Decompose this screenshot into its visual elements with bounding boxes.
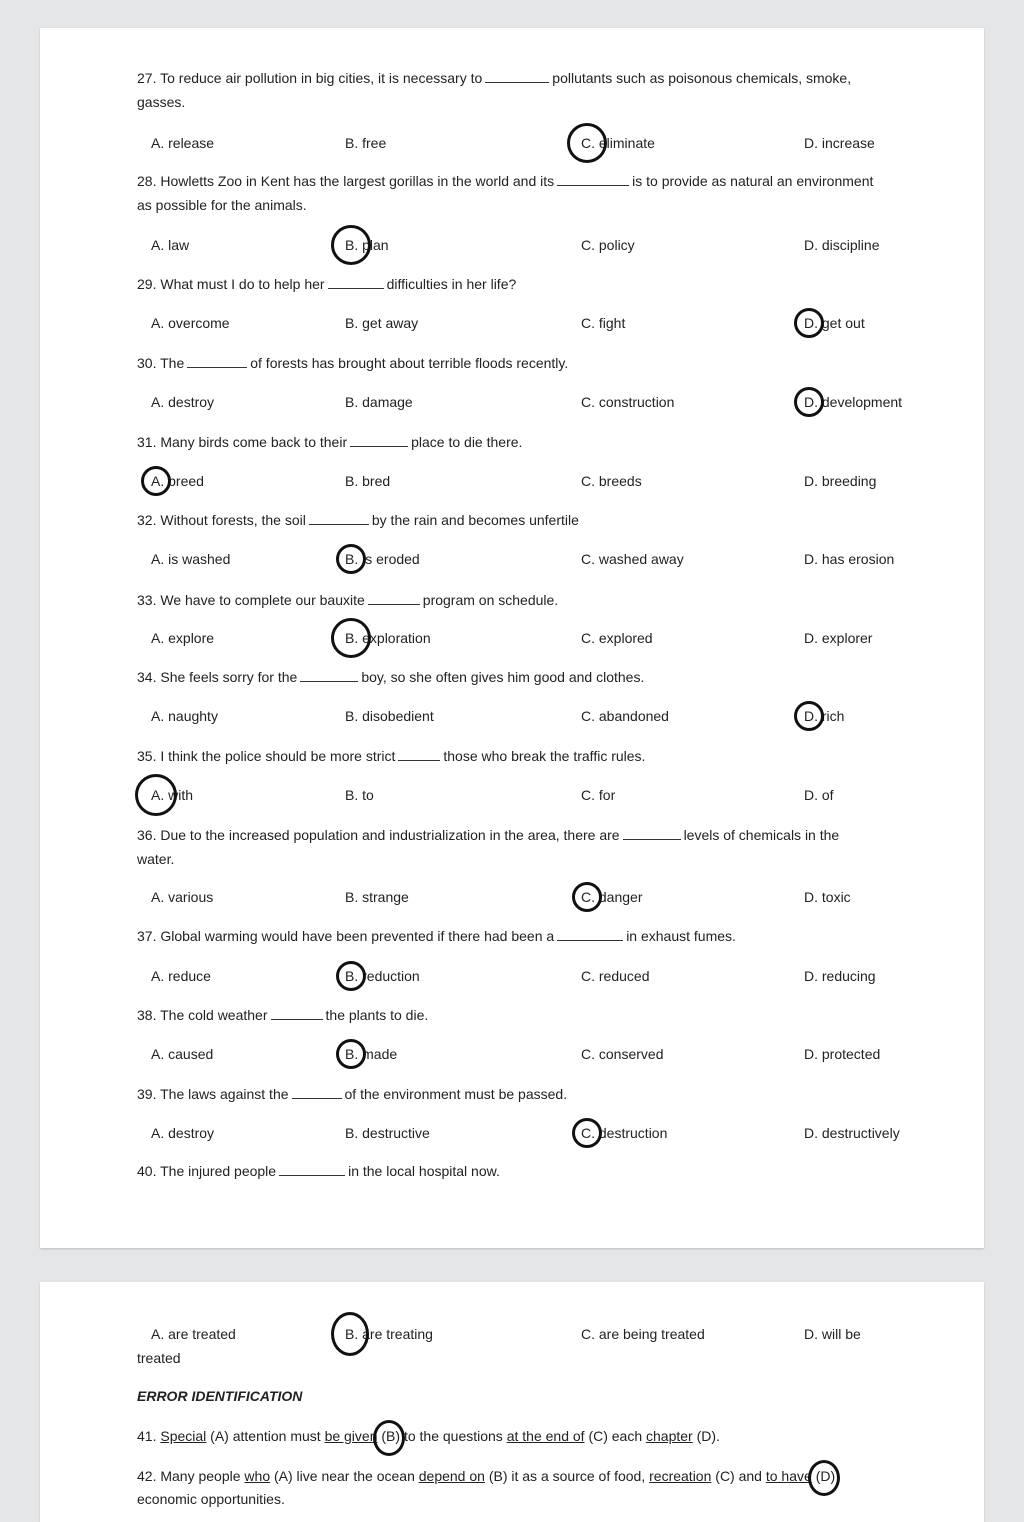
question-number: 30. — [137, 355, 161, 371]
option-c[interactable]: C. policy — [581, 237, 635, 253]
option-d[interactable]: D. protected — [804, 1046, 881, 1062]
option-d[interactable]: D. has erosion — [804, 551, 895, 567]
sentence-segment: (B) — [381, 1428, 400, 1444]
sentence-segment: to the questions — [403, 1428, 503, 1444]
option-b[interactable]: B. damage — [345, 394, 413, 410]
option-b[interactable]: B. disobedient — [345, 708, 434, 724]
option-d[interactable]: D. breeding — [804, 473, 877, 489]
question-stem-end: of the environment must be passed. — [344, 1086, 568, 1102]
question-number: 39. — [137, 1086, 161, 1102]
option-d[interactable]: D. discipline — [804, 237, 880, 253]
question-37 — [137, 924, 877, 948]
option-a[interactable]: A. reduce — [151, 968, 211, 984]
option-d[interactable]: D. will be — [804, 1326, 861, 1342]
sentence-segment: (C) and — [715, 1468, 762, 1484]
section-heading: ERROR IDENTIFICATION — [137, 1388, 303, 1404]
question-28 — [137, 169, 877, 217]
answer-circle-mark — [331, 618, 371, 658]
option-d[interactable]: D. get out — [804, 315, 865, 331]
underlined-segment: Special — [160, 1428, 207, 1444]
option-c[interactable]: C. fight — [581, 315, 626, 331]
answer-blank — [485, 68, 549, 83]
option-c[interactable]: C. abandoned — [581, 708, 669, 724]
underlined-segment: at the end of — [506, 1428, 585, 1444]
option-d[interactable]: D. explorer — [804, 630, 873, 646]
option-a[interactable]: A. is washed — [151, 551, 231, 567]
question-stem-end: is to provide as natural an environment as possible for the animals. — [137, 173, 874, 213]
option-c[interactable]: C. destruction — [581, 1125, 668, 1141]
question-stem-end: in the local hospital now. — [348, 1163, 500, 1179]
option-d[interactable]: D. development — [804, 394, 903, 410]
answer-blank — [300, 667, 358, 682]
question-stem-end: by the rain and becomes unfertile — [371, 512, 579, 528]
answer-circle-mark — [336, 1039, 366, 1069]
option-b[interactable]: B. exploration — [345, 630, 431, 646]
question-29 — [137, 272, 877, 296]
question-stem-end: boy, so she often gives him good and clothes. — [361, 669, 645, 685]
answer-blank — [309, 510, 369, 525]
option-a[interactable]: A. breed — [151, 473, 204, 489]
sentence-segment: Many people — [160, 1468, 241, 1484]
document-page-1 — [40, 28, 984, 1248]
option-c[interactable]: C. conserved — [581, 1046, 664, 1062]
answer-blank — [328, 274, 384, 289]
option-b[interactable]: B. made — [345, 1046, 398, 1062]
question-39 — [137, 1082, 877, 1106]
sentence-segment: (C) each — [588, 1428, 643, 1444]
option-a[interactable]: A. release — [151, 135, 215, 151]
question-27 — [137, 66, 877, 114]
answer-blank — [398, 746, 440, 761]
answer-blank — [368, 590, 420, 605]
question-stem-end: the plants to die. — [325, 1007, 429, 1023]
question-34 — [137, 665, 877, 689]
option-d[interactable]: D. increase — [804, 135, 875, 151]
option-a[interactable]: A. destroy — [151, 394, 215, 410]
question-stem: Due to the increased population and industrialization in the area, there are — [160, 827, 620, 843]
question-number: 41. — [137, 1428, 161, 1444]
answer-circle-mark — [336, 961, 366, 991]
answer-blank — [557, 926, 623, 941]
option-d[interactable]: D. destructively — [804, 1125, 900, 1141]
answer-circle-mark — [141, 466, 171, 496]
question-stem: She feels sorry for the — [160, 669, 298, 685]
question-number: 42. — [137, 1468, 161, 1484]
underlined-segment: who — [244, 1468, 271, 1484]
question-36 — [137, 823, 877, 871]
question-30 — [137, 351, 877, 375]
option-c[interactable]: C. explored — [581, 630, 653, 646]
option-c[interactable]: C. are being treated — [581, 1326, 705, 1342]
option-d[interactable]: D. toxic — [804, 889, 851, 905]
question-number: 28. — [137, 173, 161, 189]
question-number: 29. — [137, 276, 161, 292]
option-d[interactable]: D. of — [804, 787, 834, 803]
question-40 — [137, 1159, 877, 1183]
question-stem: We have to complete our bauxite — [160, 592, 365, 608]
answer-circle-mark — [794, 387, 824, 417]
question-number: 33. — [137, 592, 161, 608]
underlined-segment: be given — [324, 1428, 378, 1444]
question-stem: Global warming would have been prevented if there had been a — [160, 928, 555, 944]
underlined-segment: to have — [765, 1468, 812, 1484]
option-a[interactable]: A. explore — [151, 630, 215, 646]
question-stem-end: in exhaust fumes. — [626, 928, 736, 944]
q42 — [137, 1464, 877, 1488]
sentence-segment: (A) live near the ocean — [274, 1468, 415, 1484]
option-a[interactable]: A. overcome — [151, 315, 230, 331]
q41 — [137, 1424, 877, 1448]
question-stem: What must I do to help her — [160, 276, 325, 292]
answer-blank — [292, 1084, 342, 1099]
question-38 — [137, 1003, 877, 1027]
answer-circle-mark — [794, 308, 824, 338]
option-b[interactable]: B. are treating — [345, 1326, 433, 1342]
question-stem-end: those who break the traffic rules. — [443, 748, 646, 764]
question-stem-end: place to die there. — [411, 434, 523, 450]
question-stem-end: program on schedule. — [422, 592, 559, 608]
option-d-wrap: treated — [137, 1350, 181, 1366]
answer-blank — [279, 1161, 345, 1176]
option-a[interactable]: A. are treated — [151, 1326, 236, 1342]
option-b[interactable]: B. reduction — [345, 968, 420, 984]
question-stem-end: levels of chemicals in the water. — [137, 827, 840, 867]
question-31 — [137, 430, 877, 454]
answer-blank — [557, 171, 629, 186]
answer-circle-mark — [794, 701, 824, 731]
option-b[interactable]: B. is eroded — [345, 551, 420, 567]
option-c[interactable]: C. reduced — [581, 968, 650, 984]
question-number: 27. — [137, 70, 161, 86]
question-stem-end: difficulties in her life? — [386, 276, 517, 292]
question-number: 34. — [137, 669, 161, 685]
question-32 — [137, 508, 877, 532]
underlined-segment: depend on — [418, 1468, 485, 1484]
question-number: 31. — [137, 434, 161, 450]
answer-blank — [187, 353, 247, 368]
option-b[interactable]: B. plan — [345, 237, 389, 253]
option-b[interactable]: B. free — [345, 135, 387, 151]
option-b[interactable]: B. to — [345, 787, 374, 803]
option-a[interactable]: A. with — [151, 787, 194, 803]
option-a[interactable]: A. naughty — [151, 708, 218, 724]
option-a[interactable]: A. law — [151, 237, 190, 253]
question-35 — [137, 744, 877, 768]
question-number: 40. — [137, 1163, 161, 1179]
option-c[interactable]: C. eliminate — [581, 135, 655, 151]
question-33 — [137, 588, 877, 612]
question-stem-end: of forests has brought about terrible floods recently. — [250, 355, 569, 371]
option-d[interactable]: D. reducing — [804, 968, 876, 984]
option-c[interactable]: C. breeds — [581, 473, 642, 489]
sentence-segment: (A) attention must — [210, 1428, 321, 1444]
answer-blank — [271, 1005, 323, 1020]
answer-circle-mark — [135, 774, 177, 816]
question-number: 32. — [137, 512, 161, 528]
question-stem: Howletts Zoo in Kent has the largest gorillas in the world and its — [160, 173, 555, 189]
answer-circle-mark — [572, 1118, 602, 1148]
option-b[interactable]: B. strange — [345, 889, 409, 905]
answer-circle-mark — [331, 225, 371, 265]
question-stem-end: pollutants such as poisonous chemicals, smoke, gasses. — [137, 70, 852, 110]
option-a[interactable]: A. destroy — [151, 1125, 215, 1141]
question-stem: The — [160, 355, 185, 371]
question-stem: Without forests, the soil — [160, 512, 306, 528]
underlined-segment: recreation — [649, 1468, 712, 1484]
question-number: 38. — [137, 1007, 161, 1023]
question-stem: Many birds come back to their — [160, 434, 348, 450]
answer-blank — [350, 432, 408, 447]
option-b[interactable]: B. get away — [345, 315, 419, 331]
option-d[interactable]: D. rich — [804, 708, 845, 724]
option-b[interactable]: B. bred — [345, 473, 391, 489]
question-stem: The laws against the — [160, 1086, 289, 1102]
option-c[interactable]: C. washed away — [581, 551, 684, 567]
question-stem: The injured people — [160, 1163, 277, 1179]
document-page-2 — [40, 1282, 984, 1522]
answer-circle-mark — [572, 882, 602, 912]
q42-wrap: economic opportunities. — [137, 1491, 285, 1507]
sentence-segment: (D). — [696, 1428, 720, 1444]
question-stem: I think the police should be more strict — [160, 748, 396, 764]
option-a[interactable]: A. caused — [151, 1046, 214, 1062]
option-c[interactable]: C. construction — [581, 394, 675, 410]
question-stem: The cold weather — [160, 1007, 268, 1023]
underlined-segment: chapter — [646, 1428, 693, 1444]
sentence-segment: (B) it as a source of food, — [488, 1468, 646, 1484]
answer-circle-mark — [373, 1420, 405, 1456]
answer-circle-mark — [331, 1312, 369, 1356]
option-c[interactable]: C. danger — [581, 889, 643, 905]
answer-blank — [623, 825, 681, 840]
option-b[interactable]: B. destructive — [345, 1125, 430, 1141]
question-stem: To reduce air pollution in big cities, it is necessary to — [160, 70, 483, 86]
answer-circle-mark — [567, 123, 607, 163]
question-number: 37. — [137, 928, 161, 944]
sentence-segment: (D) — [816, 1468, 835, 1484]
option-a[interactable]: A. various — [151, 889, 214, 905]
question-number: 36. — [137, 827, 161, 843]
option-c[interactable]: C. for — [581, 787, 616, 803]
question-number: 35. — [137, 748, 161, 764]
answer-circle-mark — [336, 544, 366, 574]
